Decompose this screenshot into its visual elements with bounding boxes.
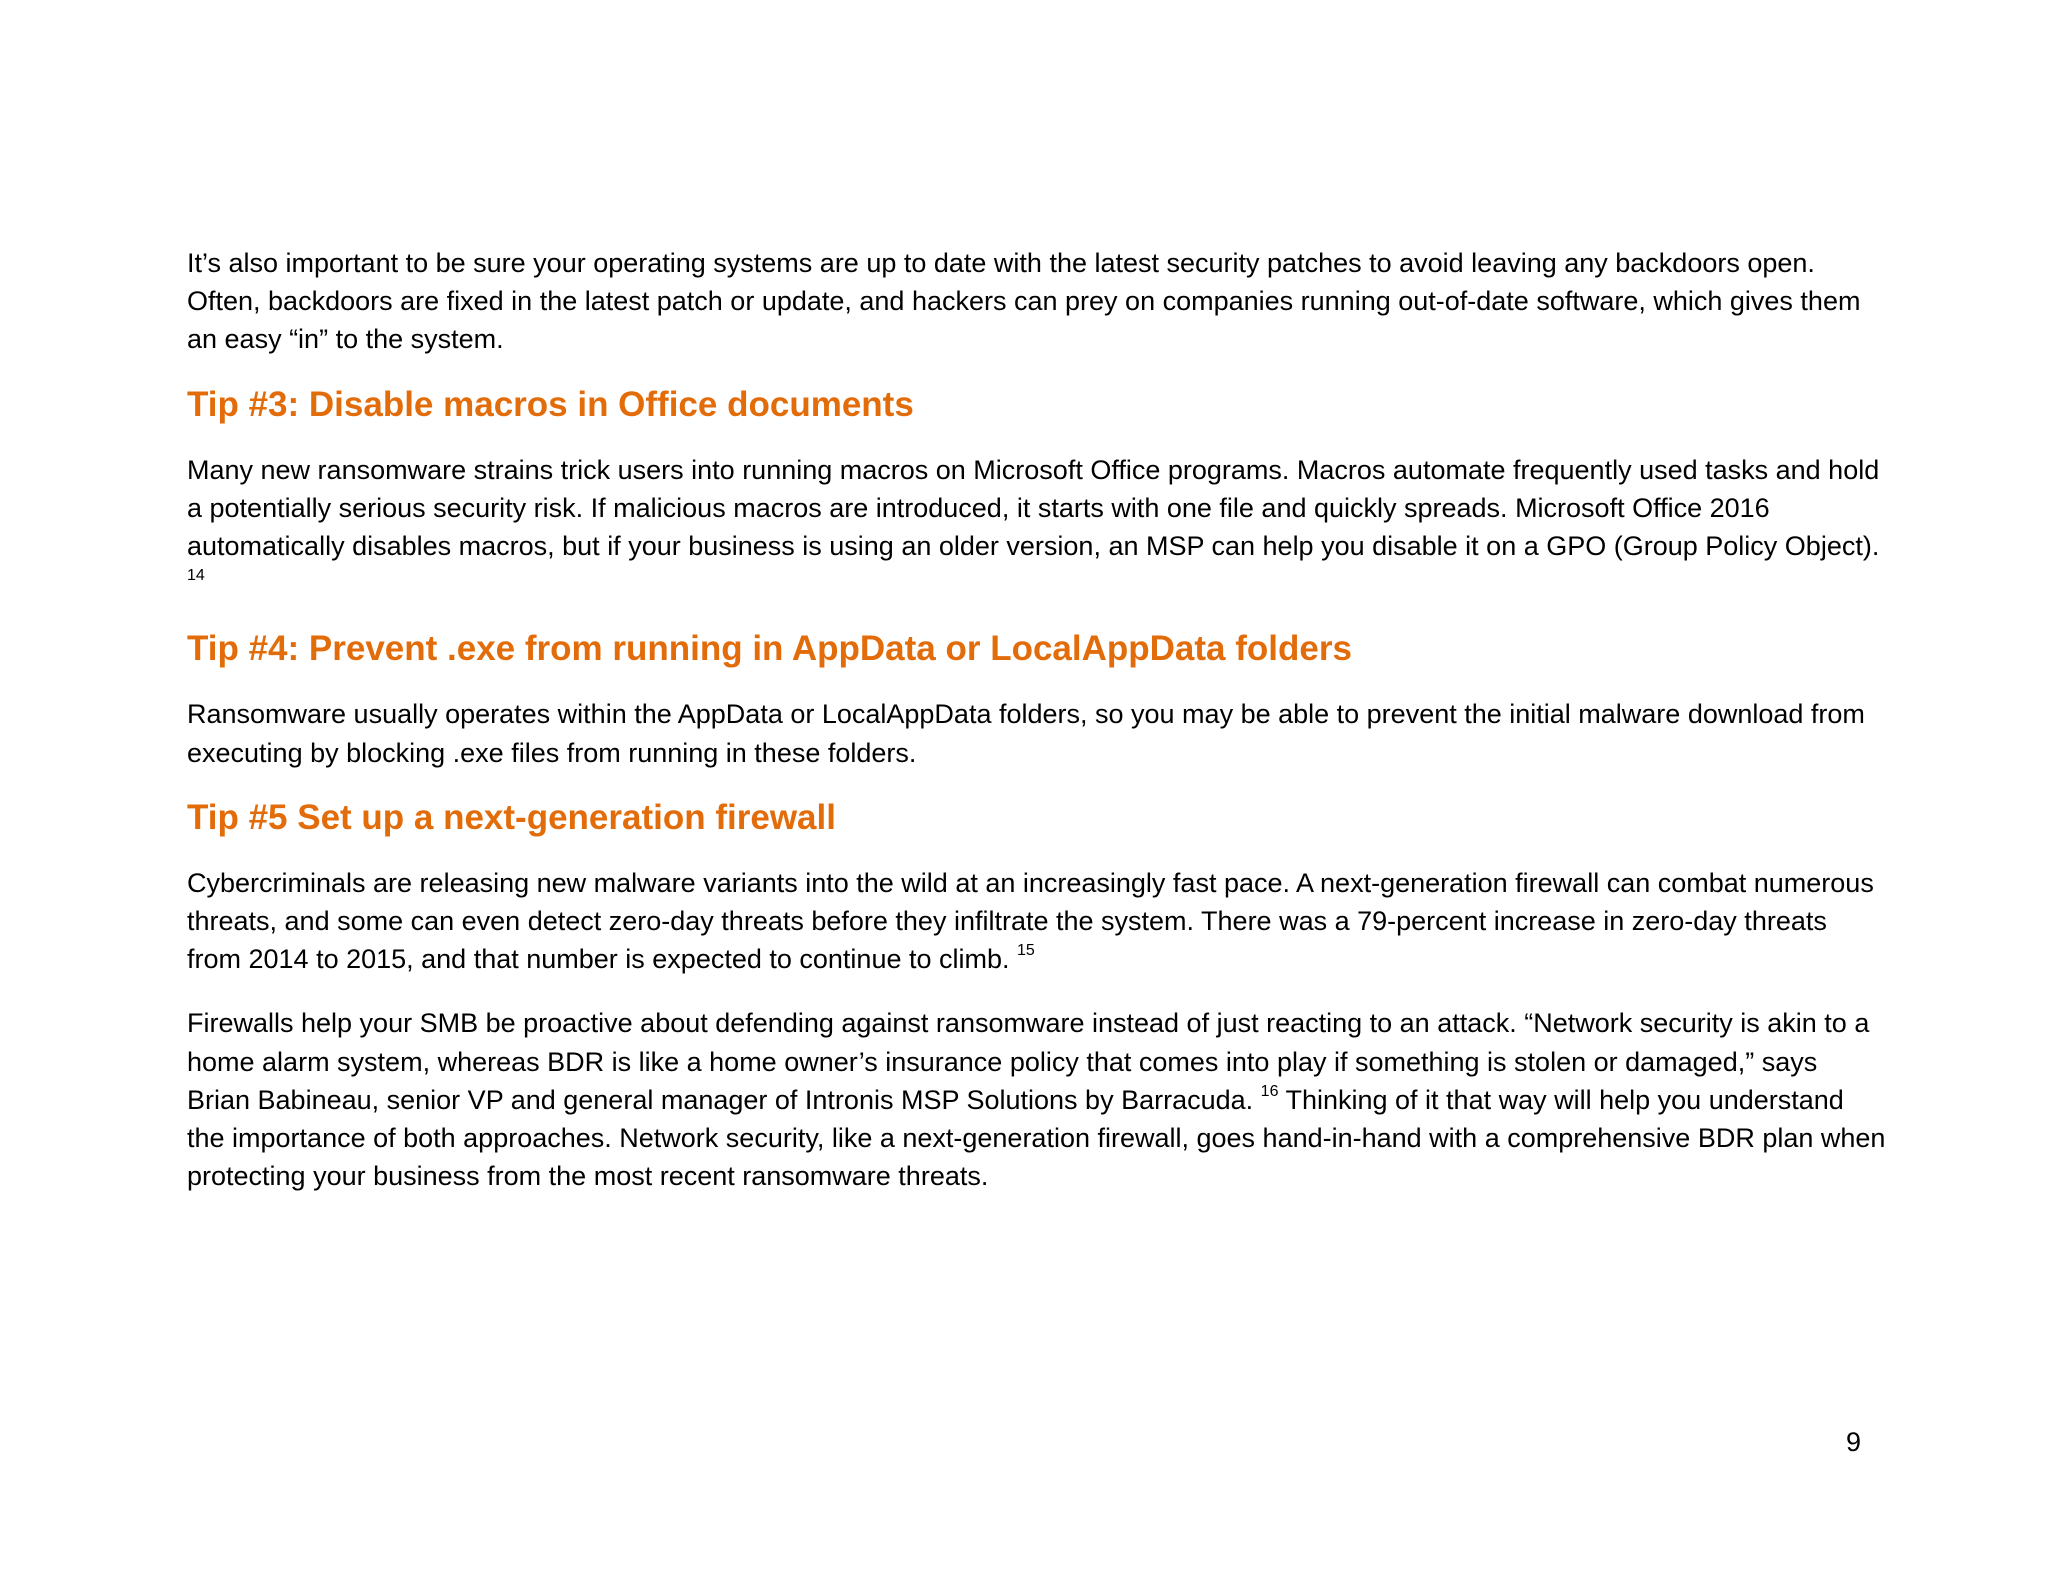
tip4-heading: Tip #4: Prevent .exe from running in AppData or LocalAppData folders xyxy=(187,629,1352,669)
tip3-paragraph xyxy=(187,451,1887,604)
footnote-ref-16: 16 xyxy=(1260,1082,1279,1100)
page-number: 9 xyxy=(1845,1427,1861,1457)
tip4-paragraph: Ransomware usually operates within the AppData or LocalAppData folders, so you may be able to prevent the initial malware download from executing by blocking .exe files from running in these folders. xyxy=(187,699,1865,768)
intro-paragraph: It’s also important to be sure your operating systems are up to date with the latest security patches to avoid leaving any backdoors open. Often, backdoors are fixed in the latest patch or update, and hackers can prey on companies running out-of-date software, which gives them an easy “in” to the system. xyxy=(187,248,1861,355)
tip3-body: Many new ransomware strains trick users into running macros on Microsoft Office programs. Macros automate frequently used tasks and hold a potentially serious security risk. If malicious macros are introduced, it starts with one file and quickly spreads. Microsoft Office 2016 automatically disables macros, but if your business is using an older version, an MSP can help you disable it on a GPO (Group Policy Object). xyxy=(187,454,1880,562)
document-page xyxy=(187,244,1887,1195)
firewall-paragraph xyxy=(187,1004,1887,1195)
tip5-body: Cybercriminals are releasing new malware variants into the wild at an increasingly fast pace. A next-generation firewall can combat numerous threats, and some can even detect zero-day threats before they infiltrate the system. There was a 79-percent increase in zero-day threats from 2014 to 2015, and that number is expected to continue to climb. xyxy=(187,867,1874,975)
footnote-ref-15: 15 xyxy=(1017,942,1035,960)
tip5-heading: Tip #5 Set up a next-generation firewall xyxy=(187,797,836,837)
tip3-heading: Tip #3: Disable macros in Office documents xyxy=(187,384,914,424)
footnote-ref-14: 14 xyxy=(187,567,205,585)
firewall-body-part2: Thinking of it that way will help you understand the importance of both approaches. Network security, like a next-generation firewall, goes hand-in-hand with a comprehensive BDR plan when protecting your business from the most recent ransomware threats. xyxy=(187,1084,1886,1192)
firewall-body-part1: Firewalls help your SMB be proactive about defending against ransomware instead of just reacting to an attack. “Network security is akin to a home alarm system, whereas BDR is like a home owner’s insurance policy that comes into play if something is stolen or damaged,” says Brian Babineau, senior VP and general manager of Intronis MSP Solutions by Barracuda. xyxy=(187,1008,1870,1115)
tip5-paragraph xyxy=(187,864,1887,979)
